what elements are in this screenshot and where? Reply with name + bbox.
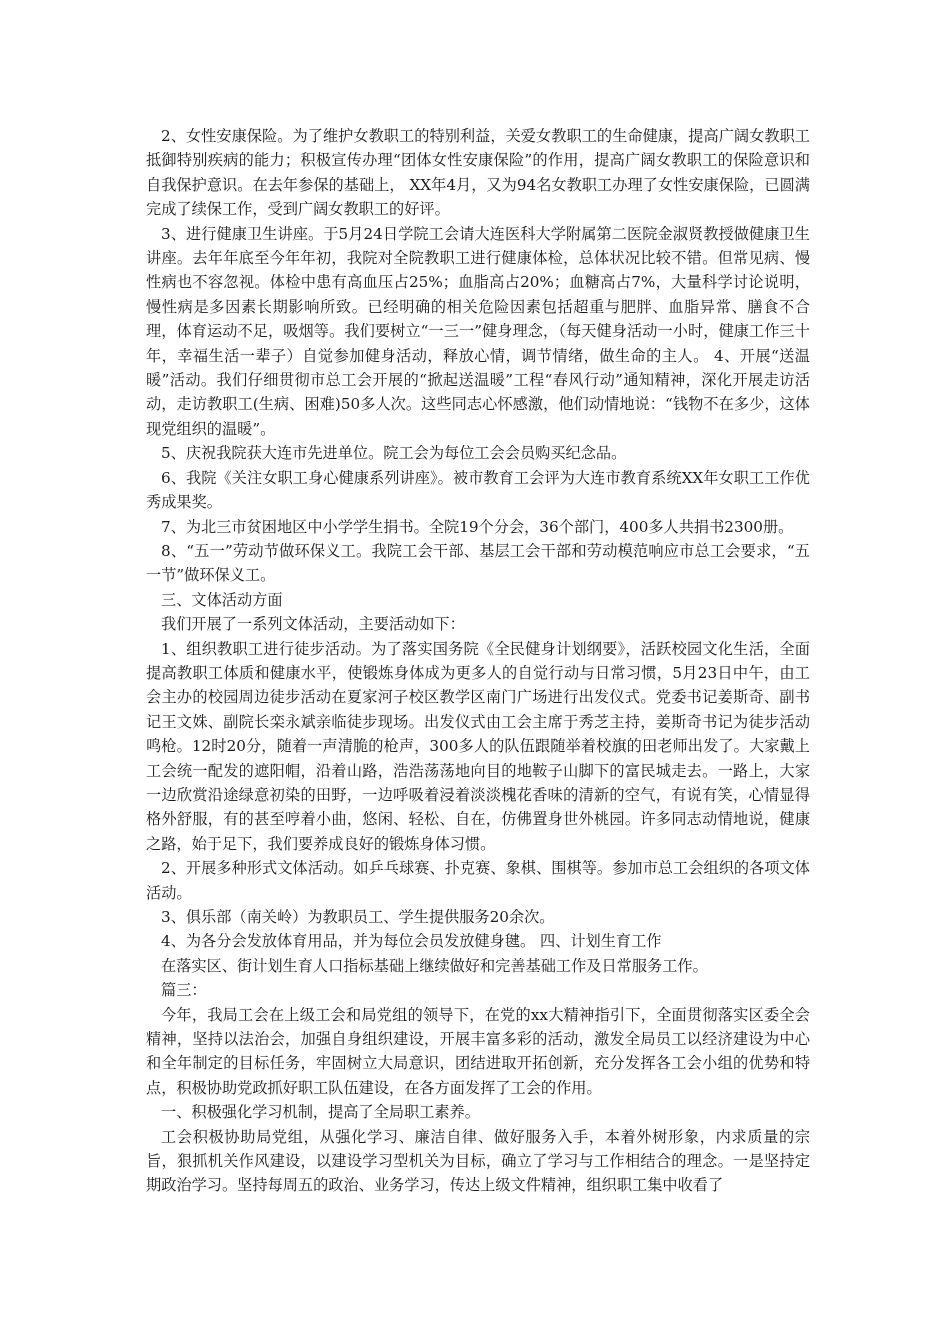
paragraph-lecture-award: 6、我院《关注女职工身心健康系列讲座》。被市教育工会评为大连市教育系统XX年女职工工作优秀成果奖。 (146, 468, 810, 512)
paragraph-sports-goods: 4、为各分会发放体育用品，并为每位会员发放健身毽。 四、计划生育工作 (161, 932, 662, 951)
paragraph-hiking: 1、组织教职工进行徒步活动。为了落实国务院《全民健身计划纲要》，活跃校园文化生活，全面提高教职工体质和健康水平，使锻炼身体成为更多人的自觉行动与日常习惯，5月23日中午，由工会主办的校园周边徒步活动在夏家河子校区教学区南门广场进行出发仪式。党委书记姜斯奇、副书记王文姝、副院长栾永斌亲临徒步现场。出发仪式由工会主席于秀芝主持，姜斯奇书记为徒步活动鸣枪。12时20分，随着一声清脆的枪声，300多人的队伍跟随举着校旗的田老师出发了。大家戴上工会统一配发的遮阳帽，沿着山路，浩浩荡荡地向目的地鞍子山脚下的富民城走去。一路上，大家一边欣赏沿途绿意初染的田野，一边呼吸着浸着淡淡槐花香味的清新的空气，有说有笑，心情显得格外舒服，有的甚至哼着小曲，悠闲、轻松、自在，仿佛置身世外桃园。许多同志动情地说，健康之路，始于足下，我们要养成良好的锻炼身体习惯。 (146, 639, 810, 853)
paragraph-sports-events: 2、开展多种形式文体活动。如乒乓球赛、扑克赛、象棋、围棋等。参加市总工会组织的各项文体活动。 (146, 859, 810, 902)
paragraph-insurance: 2、女性安康保险。为了维护女教职工的特别利益，关爱女教职工的生命健康，提高广阔女教职工抵御特别疾病的能力；积极宣传办理“团体女性安康保险”的作用，提高广阔女教职工的保险意识和自我保护意识。在去年参保的基础上， XX年4月，又为94名女教职工办理了女性安康保险，已圆满完成了续保工作，受到广阔女教职工的好评。 (146, 127, 810, 219)
section-heading-part-three: 篇三： (161, 981, 207, 1000)
paragraph-learning-mechanism: 工会积极协助局党组，从强化学习、廉洁自律、做好服务入手，本着外树形象，内求质量的宗旨，狠抓机关作风建设，以建设学习型机关为目标，确立了学习与工作相结合的理念。一是坚持定期政治学习。坚持每周五的政治、业务学习，传达上级文件精神，组织职工集中收看了 (146, 1127, 810, 1195)
paragraph-club-service: 3、俱乐部（南关岭）为教职员工、学生提供服务20余次。 (161, 908, 555, 926)
paragraph-activities-intro: 我们开展了一系列文体活动，主要活动如下： (161, 615, 465, 634)
section-heading-learning: 一、积极强化学习机制，提高了全局职工素养。 (161, 1103, 480, 1122)
paragraph-health-lecture: 3、进行健康卫生讲座。于5月24日学院工会请大连医科大学附属第二医院金淑贤教授做健康卫生讲座。去年年底至今年年初，我院对全院教职工进行健康体检，总体状况比较不错。但常见病、慢性病也不容忽视。体检中患有高血压占25%；血脂高占20%；血糖高占7%，大量科学讨论说明，慢性病是多因素长期影响所致。已经明确的相关危险因素包括超重与肥胖、血脂异常、膳食不合理，体育运动不足，吸烟等。我们要树立“一三一”健身理念，（每天健身活动一小时，健康工作三十年，幸福生活一辈子）自觉参加健身活动，释放心情，调节情绪，做生命的主人。 4、开展“送温暖”活动。我们仔细贯彻市总工会开展的“掀起送温暖”工程“春风行动”通知精神，深化开展走访活动，走访教职工(生病、困难)50多人次。这些同志心怀感激，他们动情地说：“钱物不在多少，这体现党组织的温暖”。 (146, 224, 810, 438)
paragraph-family-planning: 在落实区、街计划生育人口指标基础上继续做好和完善基础工作及日常服务工作。 (161, 956, 708, 975)
paragraph-advanced-unit: 5、庆祝我院获大连市先进单位。院工会为每位工会会员购买纪念品。 (161, 444, 627, 463)
paragraph-volunteer: 8、“五一”劳动节做环保义工。我院工会干部、基层工会干部和劳动模范响应市总工会要求，“五一节”做环保义工。 (146, 541, 810, 585)
paragraph-book-donation: 7、为北三市贫困地区中小学学生捐书。全院19个分会，36个部门，400多人共捐书2300册。 (161, 517, 794, 536)
section-heading-sports: 三、文体活动方面 (161, 590, 283, 609)
paragraph-union-overview: 今年，我局工会在上级工会和局党组的领导下，在党的xx大精神指引下，全面贯彻落实区委全会精神，坚持以法治会，加强自身组织建设，开展丰富多彩的活动，激发全局员工以经济建设为中心和全年制定的目标任务，牢固树立大局意识，团结进取开拓创新，充分发挥各工会小组的优势和特点，积极协助党政抓好职工队伍建设，在各方面发挥了工会的作用。 (146, 1005, 810, 1097)
document-body (146, 124, 810, 1198)
